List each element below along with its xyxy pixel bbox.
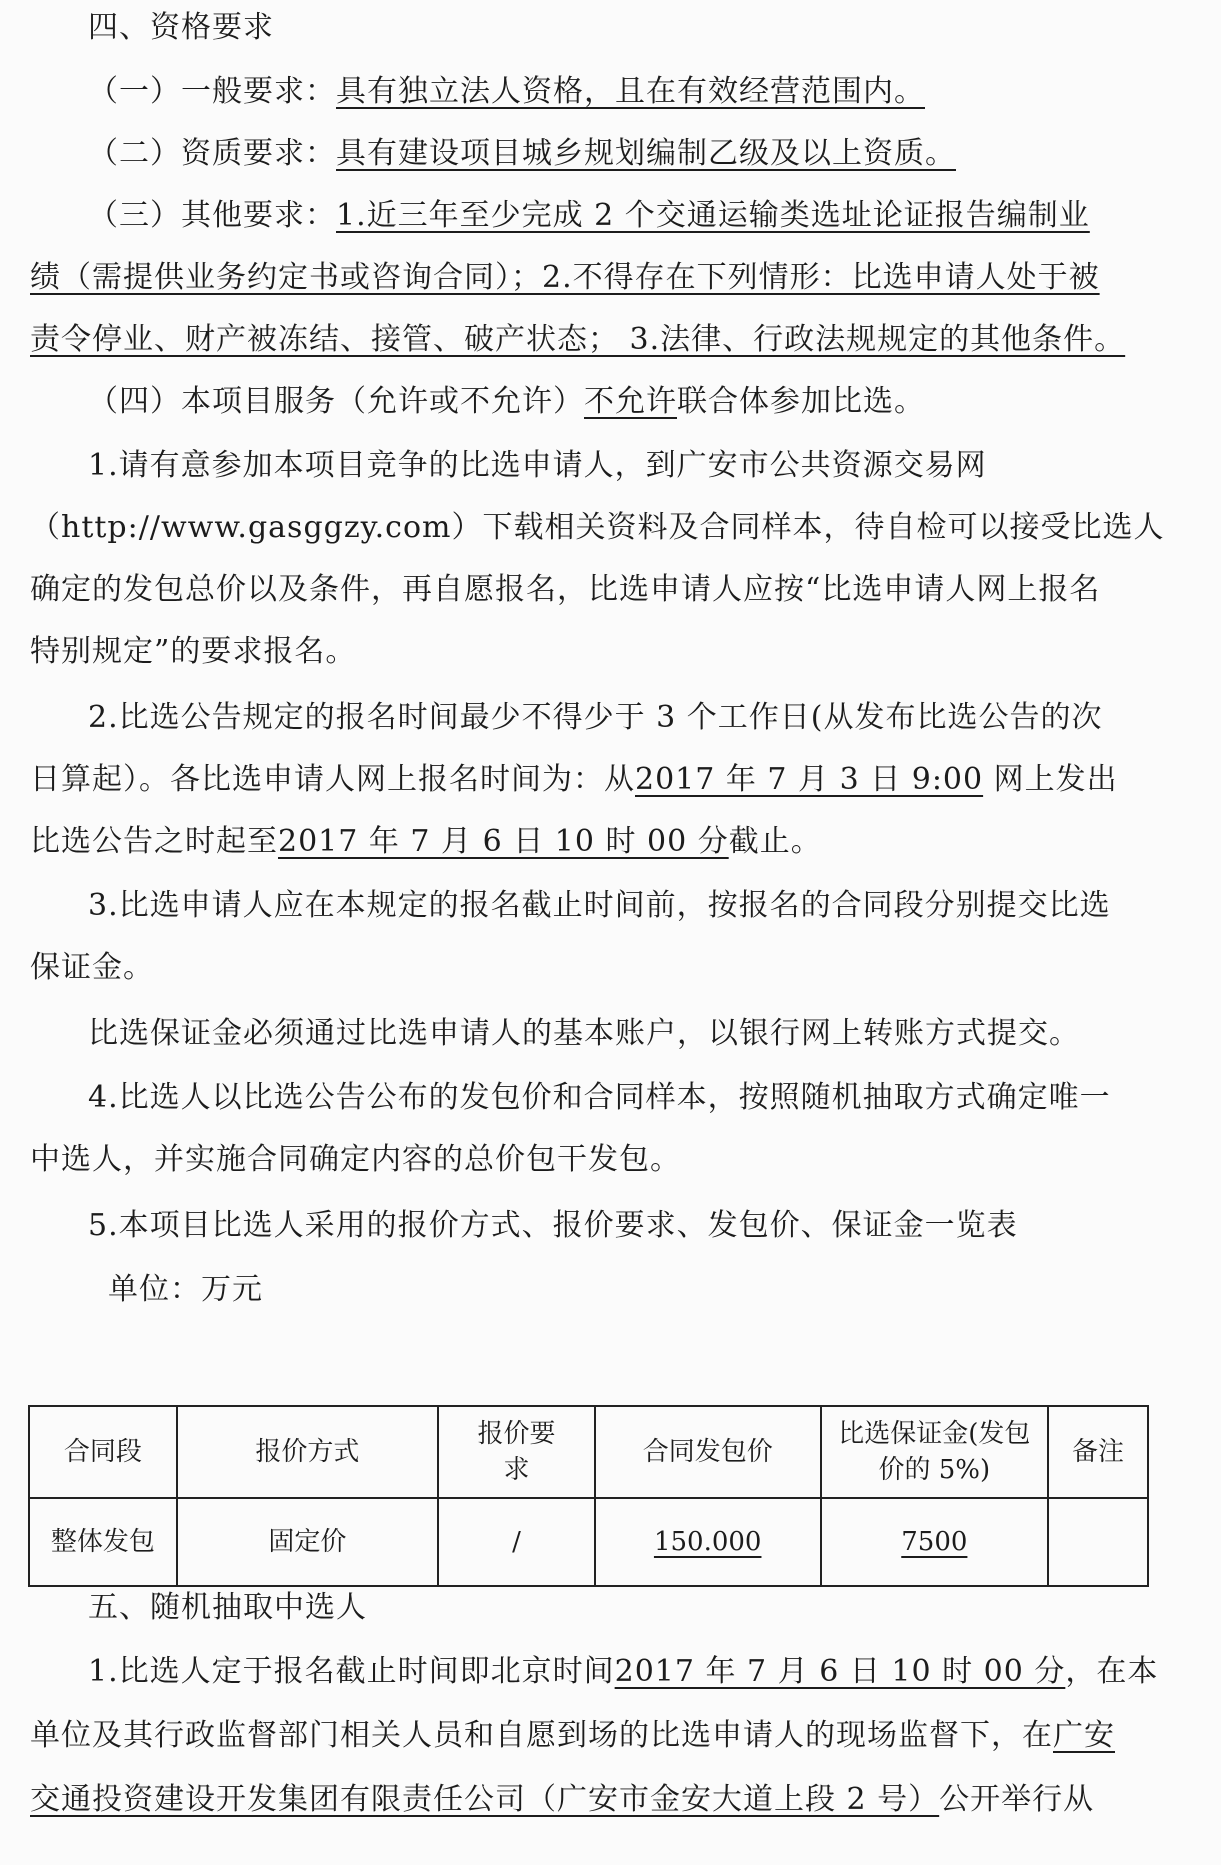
registration-start-date: 2017 年 7 月 3 日 9:00 (635, 762, 984, 797)
consortium-post: 联合体参加比选。 (677, 384, 925, 419)
item1-line2: （http://www.gasggzy.com）下载相关资料及合同样本，待自检可以接受比选人 (30, 510, 1165, 545)
table-row (29, 1498, 1148, 1586)
consortium-value: 不允许 (584, 384, 677, 419)
table-header-cell: 合同段 (29, 1406, 177, 1498)
table-cell (1048, 1498, 1148, 1586)
section4-title: 四、资格要求 (88, 10, 274, 45)
table-header-cell: 备注 (1048, 1406, 1148, 1498)
qualification-label: （二）资质要求： (88, 136, 336, 171)
table-header-cell: 合同发包价 (595, 1406, 821, 1498)
bid-summary-table (28, 1405, 1149, 1587)
item2-line2-post: 网上发出 (983, 762, 1118, 797)
item1-line1: 1.请有意参加本项目竞争的比选申请人，到广安市公共资源交易网 (88, 448, 987, 483)
section5-title: 五、随机抽取中选人 (88, 1590, 367, 1625)
registration-end-date: 2017 年 7 月 6 日 10 时 00 分 (278, 824, 729, 859)
other-line1: 1.近三年至少完成 2 个交通运输类选址论证报告编制业 (336, 198, 1090, 233)
item2-line3-post: 截止。 (728, 824, 822, 859)
item2-line1: 2.比选公告规定的报名时间最少不得少于 3 个工作日(从发布比选公告的次 (88, 700, 1103, 735)
item1-line4: 特别规定”的要求报名。 (30, 634, 357, 669)
item2-line2 (30, 760, 1118, 800)
section5-line2-pre: 单位及其行政监督部门相关人员和自愿到场的比选申请人的现场监督下，在 (30, 1718, 1053, 1753)
table-header-cell: 比选保证金(发包价的 5%) (821, 1406, 1049, 1498)
draw-place-start: 广安 (1053, 1718, 1115, 1753)
section5-line1 (88, 1652, 1158, 1692)
item2-line2-pre: 日算起）。各比选申请人网上报名时间为：从 (30, 762, 635, 797)
other-label: （三）其他要求： (88, 198, 336, 233)
item3-line3: 比选保证金必须通过比选申请人的基本账户，以银行网上转账方式提交。 (88, 1016, 1080, 1051)
unit-label: 单位：万元 (108, 1272, 263, 1307)
other-requirement (88, 196, 1090, 236)
consortium-rule (88, 382, 925, 422)
general-value: 具有独立法人资格，且在有效经营范围内。 (336, 74, 925, 109)
section5-line2 (30, 1716, 1115, 1756)
item5-line1: 5.本项目比选人采用的报价方式、报价要求、发包价、保证金一览表 (88, 1208, 1018, 1243)
item4-line2: 中选人，并实施合同确定内容的总价包干发包。 (30, 1142, 681, 1177)
deposit-amount: 7500 (901, 1527, 968, 1557)
qualification-value: 具有建设项目城乡规划编制乙级及以上资质。 (336, 136, 956, 171)
other-line2: 绩（需提供业务约定书或咨询合同）；2.不得存在下列情形：比选申请人处于被 (30, 260, 1100, 295)
section5-line3-post: 公开举行从 (939, 1782, 1095, 1817)
general-requirement (88, 72, 925, 112)
consortium-pre: （四）本项目服务（允许或不允许） (88, 384, 584, 419)
table-cell: / (438, 1498, 595, 1586)
table-header-cell: 报价方式 (177, 1406, 438, 1498)
section5-line3 (30, 1780, 1094, 1820)
contract-price: 150.000 (653, 1527, 762, 1557)
item2-line3-pre: 比选公告之时起至 (30, 824, 278, 859)
item2-line3 (30, 822, 822, 862)
item3-line1: 3.比选申请人应在本规定的报名截止时间前，按报名的合同段分别提交比选 (88, 888, 1111, 923)
item4-line1: 4.比选人以比选公告公布的发包价和合同样本，按照随机抽取方式确定唯一 (88, 1080, 1111, 1115)
table-cell (595, 1498, 821, 1586)
table-header-row (29, 1406, 1148, 1498)
draw-place: 交通投资建设开发集团有限责任公司（广安市金安大道上段 2 号） (30, 1782, 940, 1817)
general-label: （一）一般要求： (88, 74, 336, 109)
item1-line3: 确定的发包总价以及条件，再自愿报名，比选申请人应按“比选申请人网上报名 (30, 572, 1101, 607)
other-line3: 责令停业、财产被冻结、接管、破产状态； 3.法律、行政法规规定的其他条件。 (30, 322, 1126, 357)
qualification-requirement (88, 134, 956, 174)
table-cell: 整体发包 (29, 1498, 177, 1586)
table-cell: 固定价 (177, 1498, 438, 1586)
draw-date: 2017 年 7 月 6 日 10 时 00 分 (614, 1654, 1066, 1689)
table-cell (821, 1498, 1049, 1586)
section5-line1-post: ，在本 (1065, 1654, 1159, 1689)
table-header-cell: 报价要求 (438, 1406, 595, 1498)
section5-line1-pre: 1.比选人定于报名截止时间即北京时间 (88, 1654, 615, 1689)
item3-line2: 保证金。 (30, 950, 154, 985)
